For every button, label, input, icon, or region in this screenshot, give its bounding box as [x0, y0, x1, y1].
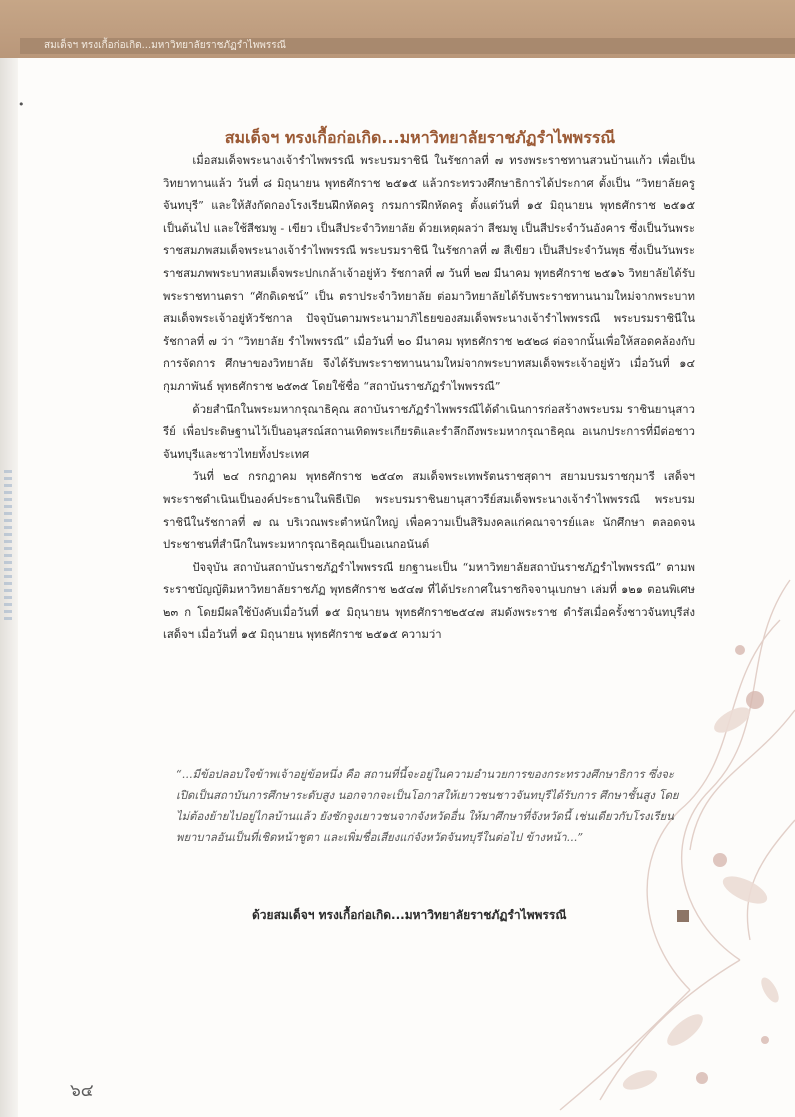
scan-speck: •	[18, 98, 25, 111]
page-number: ๖๔	[70, 1081, 94, 1101]
article-title: สมเด็จฯ ทรงเกื้อก่อเกิด...มหาวิทยาลัยราชภัฏรำไพพรรณี	[224, 128, 616, 147]
paragraph: เมื่อสมเด็จพระนางเจ้ารำไพพรรณี พระบรมราชินี ในรัชกาลที่ ๗ ทรงพระราชทานสวนบ้านแก้ว เพื่อเป็นวิทยาทานแล้ว วันที่ ๘ มิถุนายน พุทธศักราช ๒๕๑๕ แล้วกระทรวงศึกษาธิการได้ประกาศ ตั้งเป็น “วิทยาลัยครูจันทบุรี” และให้สังกัดกองโรงเรียนฝึกหัดครู กรมการฝึกหัดครู ตั้งแต่วันที่ ๑๕ มิถุนายน พุทธศักราช ๒๕๑๕ เป็นต้นไป และใช้สีชมพู - เขียว เป็นสีประจำวิทยาลัย ด้วยเหตุผลว่า สีชมพู เป็นสีประจำวันอังคาร ซึ่งเป็นวันพระราชสมภพสมเด็จพระนางเจ้ารำไพพรรณี พระบรมราชินี ในรัชกาลที่ ๗ สีเขียว เป็นสีประจำวันพุธ ซึ่งเป็นวันพระราชสมภพพระบาทสมเด็จพระปกเกล้าเจ้าอยู่หัว รัชกาลที่ ๗ วันที่ ๒๗ มีนาคม พุทธศักราช ๒๕๑๖ วิทยาลัยได้รับพระราชทานตรา “ศักดิเดชน์” เป็น ตราประจำวิทยาลัย ต่อมาวิทยาลัยได้รับพระราชทานนามใหม่จากพระบาทสมเด็จพระเจ้าอยู่หัวรัชกาล ปัจจุบันตามพระนามาภิไธยของสมเด็จพระนางเจ้ารำไพพรรณี พระบรมราชินีในรัชกาลที่ ๗ ว่า “วิทยาลัย รำไพพรรณี” เมื่อวันที่ ๒๐ มีนาคม พุทธศักราช ๒๕๒๘ ต่อจากนั้นเพื่อให้สอดคล้องกับการจัดการ ศึกษาของวิทยาลัย จึงได้รับพระราชทานนามใหม่จากพระบาทสมเด็จพระเจ้าอยู่หัว เมื่อวันที่ ๑๔ กุมภาพันธ์ พุทธศักราช ๒๕๓๕ โดยใช้ชื่อ “สถาบันราชภัฏรำไพพรรณี”	[163, 154, 695, 393]
paragraph: ปัจจุบัน สถาบันสถาบันราชภัฏรำไพพรรณี ยกฐานะเป็น “มหาวิทยาลัยสถาบันราชภัฏรำไพพรรณี” ตามพระราชบัญญัติมหาวิทยาลัยราชภัฏ พุทธศักราช ๒๕๔๗ ที่ได้ประกาศในราชกิจจานุเบกษา เล่มที่ ๑๒๑ ตอนพิเศษ ๒๓ ก โดยมีผลใช้บังคับเมื่อวันที่ ๑๕ มิถุนายน พุทธศักราช๒๕๔๗ สมดังพระราช ดำรัสเมื่อครั้งชาวจันทบุรีส่งเสด็จฯ เมื่อวันที่ ๑๕ มิถุนายน พุทธศักราช ๒๕๑๕ ความว่า	[163, 560, 695, 642]
end-square-icon	[677, 910, 689, 922]
closing-line: ด้วยสมเด็จฯ ทรงเกื้อก่อเกิด...มหาวิทยาลัยราชภัฏรำไพพรรณี	[252, 908, 567, 922]
paragraph: วันที่ ๒๔ กรกฎาคม พุทธศักราช ๒๕๔๓ สมเด็จพระเทพรัตนราชสุดาฯ สยามบรมราชกุมารี เสด็จฯ พระราชดำเนินเป็นองค์ประธานในพิธีเปิด พระบรมราชินยานุสาวรีย์สมเด็จพระนางเจ้ารำไพพรรณี พระบรมราชินีในรัชกาลที่ ๗ ณ บริเวณพระตำหนักใหญ่ เพื่อความเป็นสิริมงคลแก่คณาจารย์และ นักศึกษา ตลอดจนประชาชนที่สำนึกในพระมหากรุณาธิคุณเป็นอเนกอนันต์	[163, 470, 695, 552]
paragraph: ด้วยสำนึกในพระมหากรุณาธิคุณ สถาบันราชภัฏรำไพพรรณีได้ดำเนินการก่อสร้างพระบรม ราชินยานุสาวรีย์ เพื่อประดิษฐานไว้เป็นอนุสรณ์สถานเทิดพระเกียรติและรำลึกถึงพระมหากรุณาธิคุณ อเนกประการที่มีต่อชาวจันทบุรีและชาวไทยทั้งประเทศ	[163, 402, 695, 461]
edge-marks	[4, 470, 12, 620]
article-body	[163, 150, 695, 647]
running-header: สมเด็จฯ ทรงเกื้อก่อเกิด...มหาวิทยาลัยราชภัฏรำไพพรรณี	[44, 40, 286, 51]
royal-quote: “...มีข้อปลอบใจข้าพเจ้าอยู่ข้อหนึ่ง คือ สถานที่นี้จะอยู่ในความอำนวยการของกระทรวงศึกษาธิการ ซึ่งจะเปิดเป็นสถาบันการศึกษาระดับสูง นอกจากจะเป็นโอกาสให้เยาวชนชาวจันทบุรีได้รับการ ศึกษาชั้นสูง โดยไม่ต้องย้ายไปอยู่ไกลบ้านแล้ว ยังชักจูงเยาวชนจากจังหวัดอื่น ให้มาศึกษาที่จังหวัดนี้ เช่นเดียวกับโรงเรียนพยาบาลอันเป็นที่เชิดหน้าชูตา และเพิ่มชื่อเสียงแก่จังหวัดจันทบุรีในต่อไป ข้างหน้า...”	[176, 768, 679, 844]
